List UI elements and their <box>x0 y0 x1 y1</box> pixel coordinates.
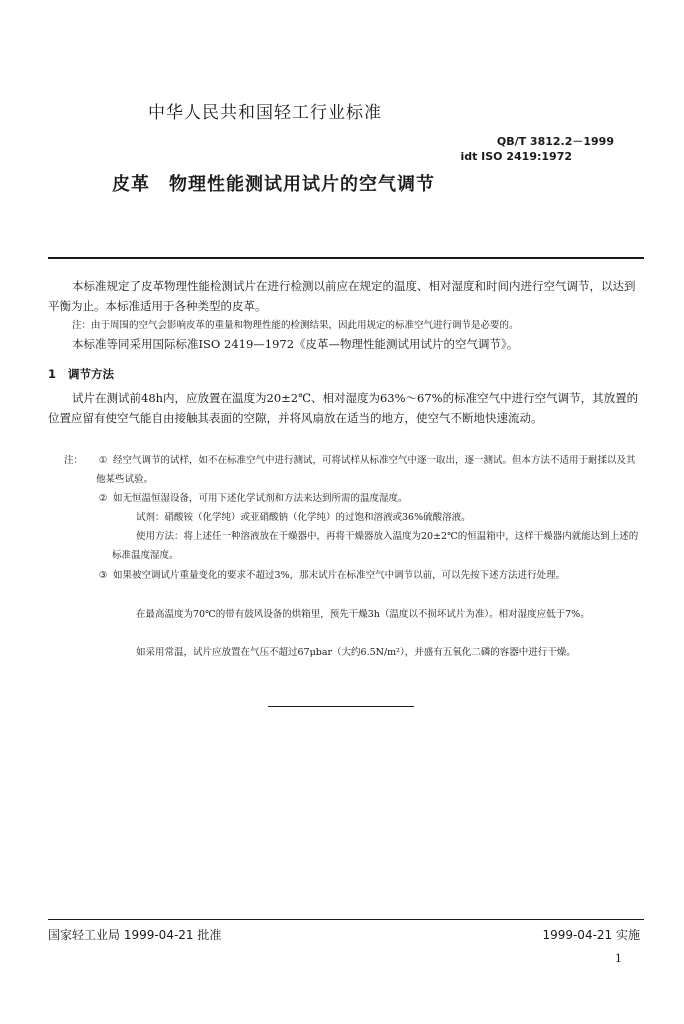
note-marker: ③ <box>98 570 108 581</box>
intro-paragraph: 本标准规定了皮革物理性能检测试片在进行检测以前应在规定的温度、相对湿度和时间内进行空气调节，以达到平衡为止。本标准适用于各种类型的皮革。 <box>48 279 636 313</box>
section-body: 试片在测试前48h内，应放置在温度为20±2℃、相对湿度为63%～67%的标准空气中进行空气调节，其放置的位置应留有使空气能自由接触其表面的空隙，并将风扇放在适当的地方，使空气不断地快速流动。 <box>48 391 639 425</box>
notes-label: 注： <box>64 455 84 466</box>
page-number: 1 <box>615 952 622 965</box>
approval-info: 国家轻工业局 1999-04-21 批准 <box>48 928 222 942</box>
note-1 <box>96 451 642 489</box>
section-title: 调节方法 <box>68 367 114 381</box>
note-3-drying: 在最高温度为70℃的带有鼓风设备的烘箱里，预先干燥3h（温度以不损坏试片为准）。相对湿度应低于7%。 <box>136 609 590 620</box>
note-text: 如果被空调试片重量变化的要求不超过3%，那末试片在标准空气中调节以前，可以先按下述方法进行处理。 <box>113 570 566 581</box>
note-text: 经空气调节的试样，如不在标准空气中进行测试，可将试样从标准空气中逐一取出，逐一测试。但本方法不适用于耐揉以及其他某些试验。 <box>96 455 636 485</box>
issuing-body-header: 中华人民共和国轻工行业标准 <box>148 103 382 123</box>
note-marker: ① <box>98 455 108 466</box>
idt-code: idt ISO 2419:1972 <box>460 150 572 163</box>
note-2 <box>96 489 642 508</box>
footer-rule <box>48 919 644 920</box>
end-rule <box>268 706 414 707</box>
note-3 <box>96 566 642 585</box>
standard-code: QB/T 3812.2－1999 <box>496 135 614 148</box>
effective-date: 1999-04-21 实施 <box>542 928 640 942</box>
note-2-method: 使用方法：将上述任一种溶液放在干燥器中，再将干燥器放入温度为20±2℃的恒温箱中，这样干燥器内就能达到上述的标准温度湿度。 <box>112 531 639 561</box>
intro-note: 注：由于周围的空气会影响皮革的重量和物理性能的检测结果，因此用规定的标准空气进行调节是必要的。 <box>72 320 519 331</box>
document-title: 皮革 物理性能测试用试片的空气调节 <box>112 174 435 195</box>
note-2-reagent: 试剂：硝酸铵（化学纯）或亚硝酸钠（化学纯）的过饱和溶液或36%硫酸溶液。 <box>136 512 471 523</box>
note-marker: ② <box>98 493 108 504</box>
note-3-alternative: 如采用常温，试片应放置在气压不超过67μbar（大约6.5N/m²），并盛有五氧化二磷的容器中进行干燥。 <box>136 647 576 658</box>
section-heading <box>48 366 114 382</box>
note-text: 如无恒温恒湿设备，可用下述化学试剂和方法来达到所需的温度湿度。 <box>113 493 408 504</box>
title-rule <box>48 257 644 259</box>
section-number: 1 <box>48 367 57 381</box>
adoption-statement: 本标准等同采用国际标准ISO 2419—1972《皮革—物理性能测试用试片的空气调节》。 <box>72 337 519 351</box>
